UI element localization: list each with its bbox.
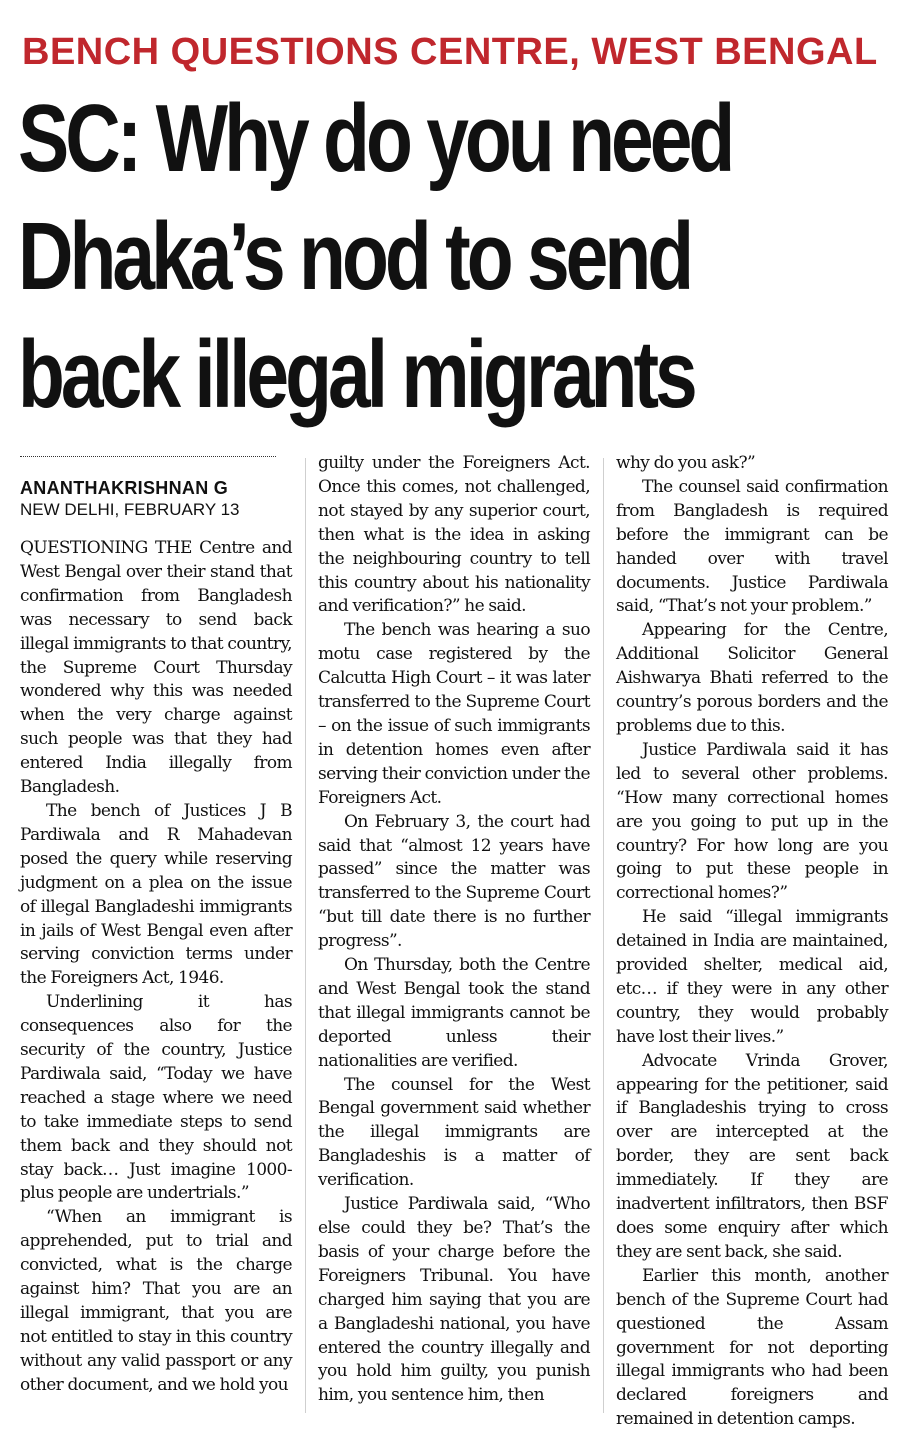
column-divider	[305, 458, 306, 1413]
article-paragraph: Advocate Vrinda Grover, appearing for the petitioner, said if Bangladeshis trying to cross over are intercepted at the border, they are sent back immediately. If they are inadvertent infiltrators, then BSF does some enquiry after which they are sent back, she said.	[616, 1050, 888, 1262]
article-paragraph: Justice Pardiwala said, “Who else could they be? That’s the basis of your charge before the Foreigners Tribunal. You have charged him saying that you are a Bangladeshi national, you have entered the country illegally and you hold him guilty, you punish him, you sentence him, then	[318, 1194, 590, 1406]
article-paragraph: guilty under the Foreigners Act. Once this comes, not challenged, not stayed by any superior court, then what is the idea in asking the neighbouring country to tell this country about his nationality and verification?” he said.	[318, 453, 590, 617]
article-paragraph: QUESTIONING THE Centre and West Bengal over their stand that confirmation from Bangladesh was necessary to send back illegal immigrants to that country, the Supreme Court Thursday wondered why this was needed when the very charge against such people was that they had entered India illegally from Bangladesh.	[20, 538, 292, 798]
article-paragraph: Underlining it has consequences also for the security of the country, Justice Pardiwala said, “Today we have reached a stage where we need to take immediate steps to send them back and they should not stay back… Just imagine 1000-plus people are undertrials.”	[20, 992, 292, 1204]
article-paragraph: The bench of Justices J B Pardiwala and R Mahadevan posed the query while reserving judgment on a plea on the issue of illegal Bangladeshi immigrants in jails of West Bengal even after serving conviction terms under the Foreigners Act, 1946.	[20, 800, 292, 989]
headline-line-3: back illegal migrants	[18, 321, 694, 428]
column-divider	[603, 458, 604, 1413]
byline-author: ANANTHAKRISHNAN G	[20, 478, 229, 498]
article-paragraph: “When an immigrant is apprehended, put to trial and convicted, what is the charge against him? That you are an illegal immigrant, that you are not entitled to stay in this country without any valid passport or any other document, and we hold you	[20, 1207, 292, 1395]
article-paragraph: He said “illegal immigrants detained in India are maintained, provided shelter, medical aid, etc… if they were in any other country, they would probably have lost their lives.”	[616, 907, 888, 1047]
headline-line-2: Dhaka’s nod to send	[18, 203, 691, 310]
article-paragraph: The bench was hearing a suo motu case registered by the Calcutta High Court – it was later transferred to the Supreme Court – on the issue of such immigrants in detention homes even after serving their conviction under the Foreigners Act.	[318, 620, 590, 808]
headline	[18, 80, 732, 434]
headline-line-1: SC: Why do you need	[18, 85, 732, 192]
article-paragraph: On Thursday, both the Centre and West Bengal took the stand that illegal immigrants cannot be deported unless their nationalities are verified.	[318, 955, 590, 1071]
byline-dateline: NEW DELHI, FEBRUARY 13	[20, 500, 240, 519]
article-column-3	[616, 452, 888, 1432]
article-paragraph: Appearing for the Centre, Additional Solicitor General Aishwarya Bhati referred to the country’s porous borders and the problems due to this.	[616, 620, 888, 736]
article-column-1	[20, 452, 292, 1398]
article-column-2	[318, 452, 590, 1408]
article-paragraph: On February 3, the court had said that “almost 12 years have passed” since the matter was transferred to the Supreme Court “but till date there is no further progress”.	[318, 811, 590, 952]
article-paragraph: The counsel said confirmation from Bangladesh is required before the immigrant can be handed over with travel documents. Justice Pardiwala said, “That’s not your problem.”	[616, 476, 888, 617]
kicker-headline: BENCH QUESTIONS CENTRE, WEST BENGAL	[22, 31, 878, 73]
article-paragraph: The counsel for the West Bengal government said whether the illegal immigrants are Bangladeshis is a matter of verification.	[318, 1074, 590, 1191]
byline-divider	[20, 456, 276, 457]
article-paragraph: Earlier this month, another bench of the Supreme Court had questioned the Assam government for not deporting illegal immigrants who had been declared foreigners and remained in detention camps.	[616, 1265, 888, 1430]
article-paragraph: why do you ask?”	[616, 453, 756, 473]
article-paragraph: Justice Pardiwala said it has led to several other problems. “How many correctional homes are you going to put up in the country? For how long are you going to put these people in correctional homes?”	[616, 739, 888, 904]
